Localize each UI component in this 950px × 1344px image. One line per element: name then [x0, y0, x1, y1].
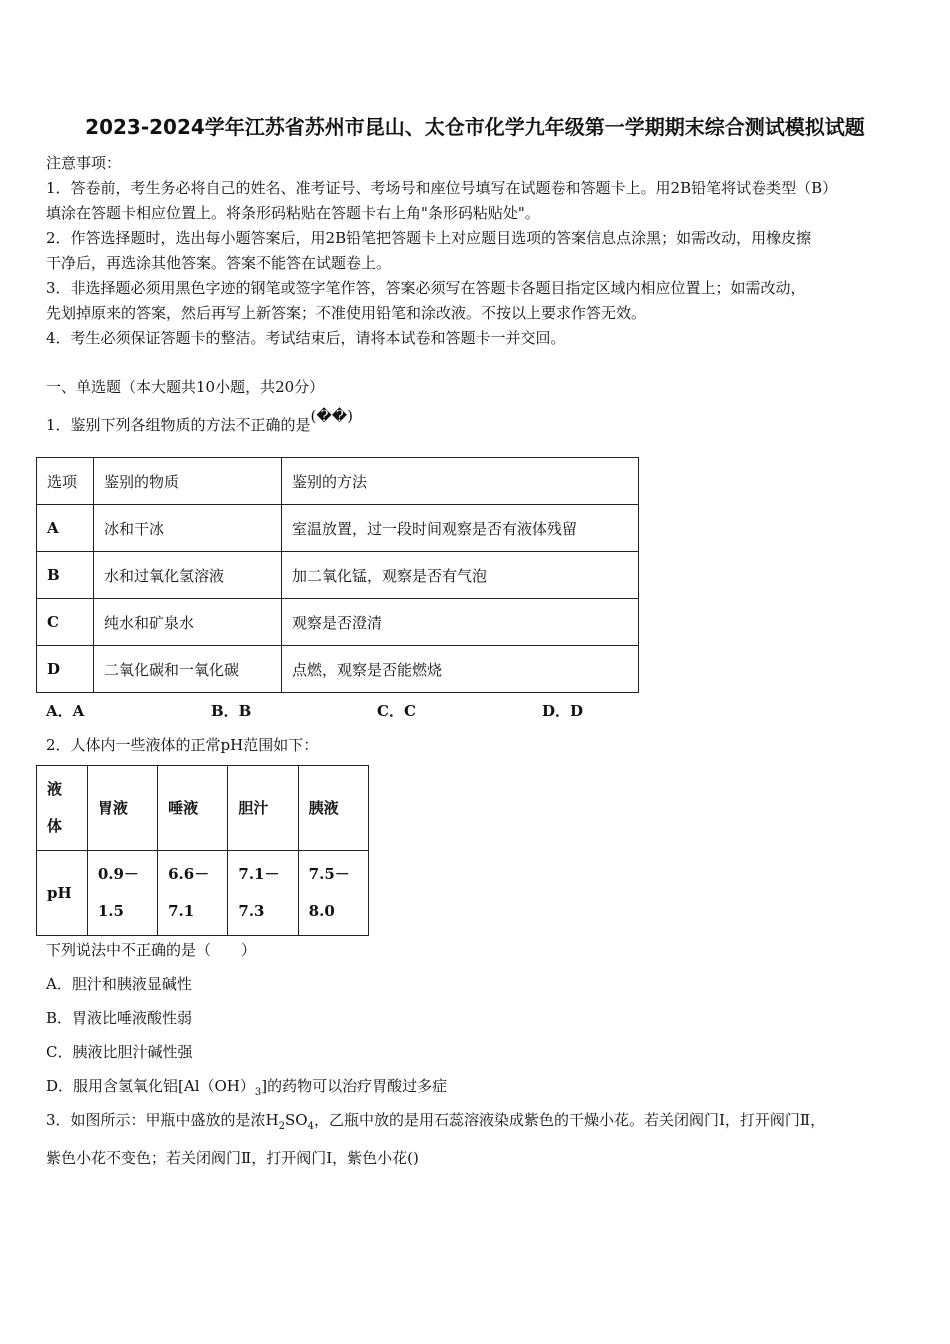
question-2-table: [36, 765, 369, 936]
notice-heading: 注意事项：: [46, 154, 122, 172]
table-header: 胃液: [87, 766, 157, 851]
question-1-table: [36, 457, 639, 693]
page-title: 2023-2024学年江苏省苏州市昆山、太仓市化学九年级第一学期期末综合测试模拟试题: [85, 115, 865, 139]
notice-line: 2．作答选择题时，选出每小题答案后，用2B铅笔把答题卡上对应题目选项的答案信息点涂黑；如需改动，用橡皮擦: [46, 229, 812, 247]
table-cell: B: [37, 552, 94, 599]
question-3-line-2: 紫色小花不变色；若关闭阀门Ⅱ，打开阀门Ⅰ，紫色小花(): [46, 1149, 419, 1167]
notice-line: 3．非选择题必须用黑色字迹的钢笔或签字笔作答，答案必须写在答题卡各题目指定区域内相应位置上；如需改动，: [46, 279, 806, 297]
question-1-paren: (��): [310, 407, 354, 425]
table-cell: pH: [37, 851, 88, 936]
question-3-text: 3．如图所示：甲瓶中盛放的是浓H: [46, 1111, 279, 1129]
subscript: 2: [278, 1121, 286, 1132]
choice-d[interactable]: D．D: [542, 702, 584, 720]
option-c[interactable]: C．胰液比胆汁碱性强: [46, 1043, 193, 1061]
choice-b[interactable]: B．B: [211, 702, 252, 720]
table-cell: D: [37, 646, 94, 693]
notice-line: 干净后，再选涂其他答案。答案不能答在试题卷上。: [46, 254, 392, 272]
question-2-stem: 2．人体内一些液体的正常pH范围如下：: [46, 736, 319, 754]
table-header-part: 体: [47, 817, 63, 835]
section-heading: 一、单选题（本大题共10小题，共20分）: [46, 378, 325, 396]
ph-low: 7.1－: [238, 865, 280, 883]
table-cell: [298, 851, 368, 936]
subscript: 4: [307, 1121, 314, 1132]
table-cell: 二氧化碳和一氧化碳: [94, 646, 282, 693]
table-cell: 观察是否澄清: [282, 599, 639, 646]
table-header-part: 液: [47, 780, 63, 798]
table-header: 鉴别的物质: [94, 458, 282, 505]
question-3-line-1: [46, 1109, 825, 1132]
table-header: [37, 766, 88, 851]
question-2-prompt: 下列说法中不正确的是（ ）: [46, 941, 257, 959]
question-3-text: ，乙瓶中放的是用石蕊溶液染成紫色的干燥小花。若关闭阀门Ⅰ，打开阀门Ⅱ，: [313, 1111, 826, 1129]
table-cell: A: [37, 505, 94, 552]
table-header: 胰液: [298, 766, 368, 851]
table-row: [37, 599, 639, 646]
notice-line: 填涂在答题卡相应位置上。将条形码粘贴在答题卡右上角"条形码粘贴处"。: [46, 204, 540, 222]
table-cell: [87, 851, 157, 936]
option-d[interactable]: [46, 1075, 447, 1098]
table-header: 选项: [37, 458, 94, 505]
table-cell: 纯水和矿泉水: [94, 599, 282, 646]
notice-line: 4．考生必须保证答题卡的整洁。考试结束后，请将本试卷和答题卡一并交回。: [46, 329, 566, 347]
ph-high: 8.0: [308, 902, 335, 920]
table-cell: 室温放置，过一段时间观察是否有液体残留: [282, 505, 639, 552]
table-row: [37, 552, 639, 599]
subscript: 3: [254, 1087, 262, 1098]
question-1-stem: [46, 407, 354, 435]
table-header: 胆汁: [228, 766, 298, 851]
table-row: [37, 766, 369, 851]
question-3-text: SO: [285, 1111, 308, 1129]
option-a[interactable]: A．胆汁和胰液显碱性: [46, 975, 192, 993]
table-row: [37, 505, 639, 552]
notice-line: 先划掉原来的答案，然后再写上新答案；不准使用铅笔和涂改液。不按以上要求作答无效。: [46, 304, 647, 322]
table-cell: [228, 851, 298, 936]
table-cell: [158, 851, 228, 936]
table-cell: 水和过氧化氢溶液: [94, 552, 282, 599]
table-row: [37, 458, 639, 505]
ph-low: 6.6－: [168, 865, 210, 883]
table-row: [37, 851, 369, 936]
ph-low: 0.9－: [97, 865, 139, 883]
table-cell: 冰和干冰: [94, 505, 282, 552]
option-d-part: D．服用含氢氧化铝[Al（OH）: [46, 1077, 255, 1095]
ph-low: 7.5－: [308, 865, 350, 883]
choice-c[interactable]: C．C: [377, 702, 416, 720]
table-cell: 点燃，观察是否能燃烧: [282, 646, 639, 693]
option-b[interactable]: B．胃液比唾液酸性弱: [46, 1009, 193, 1027]
ph-high: 7.1: [168, 902, 195, 920]
choice-a[interactable]: A．A: [46, 702, 85, 720]
ph-high: 7.3: [238, 902, 265, 920]
table-row: [37, 646, 639, 693]
question-1-text: 1．鉴别下列各组物质的方法不正确的是: [46, 416, 311, 434]
table-header: 唾液: [158, 766, 228, 851]
table-header: 鉴别的方法: [282, 458, 639, 505]
table-cell: C: [37, 599, 94, 646]
notice-line: 1．答卷前，考生务必将自己的姓名、准考证号、考场号和座位号填写在试题卷和答题卡上。用2B铅笔将试卷类型（B）: [46, 179, 838, 197]
ph-high: 1.5: [97, 902, 124, 920]
table-cell: 加二氧化锰，观察是否有气泡: [282, 552, 639, 599]
option-d-part: ]的药物可以治疗胃酸过多症: [261, 1077, 448, 1095]
